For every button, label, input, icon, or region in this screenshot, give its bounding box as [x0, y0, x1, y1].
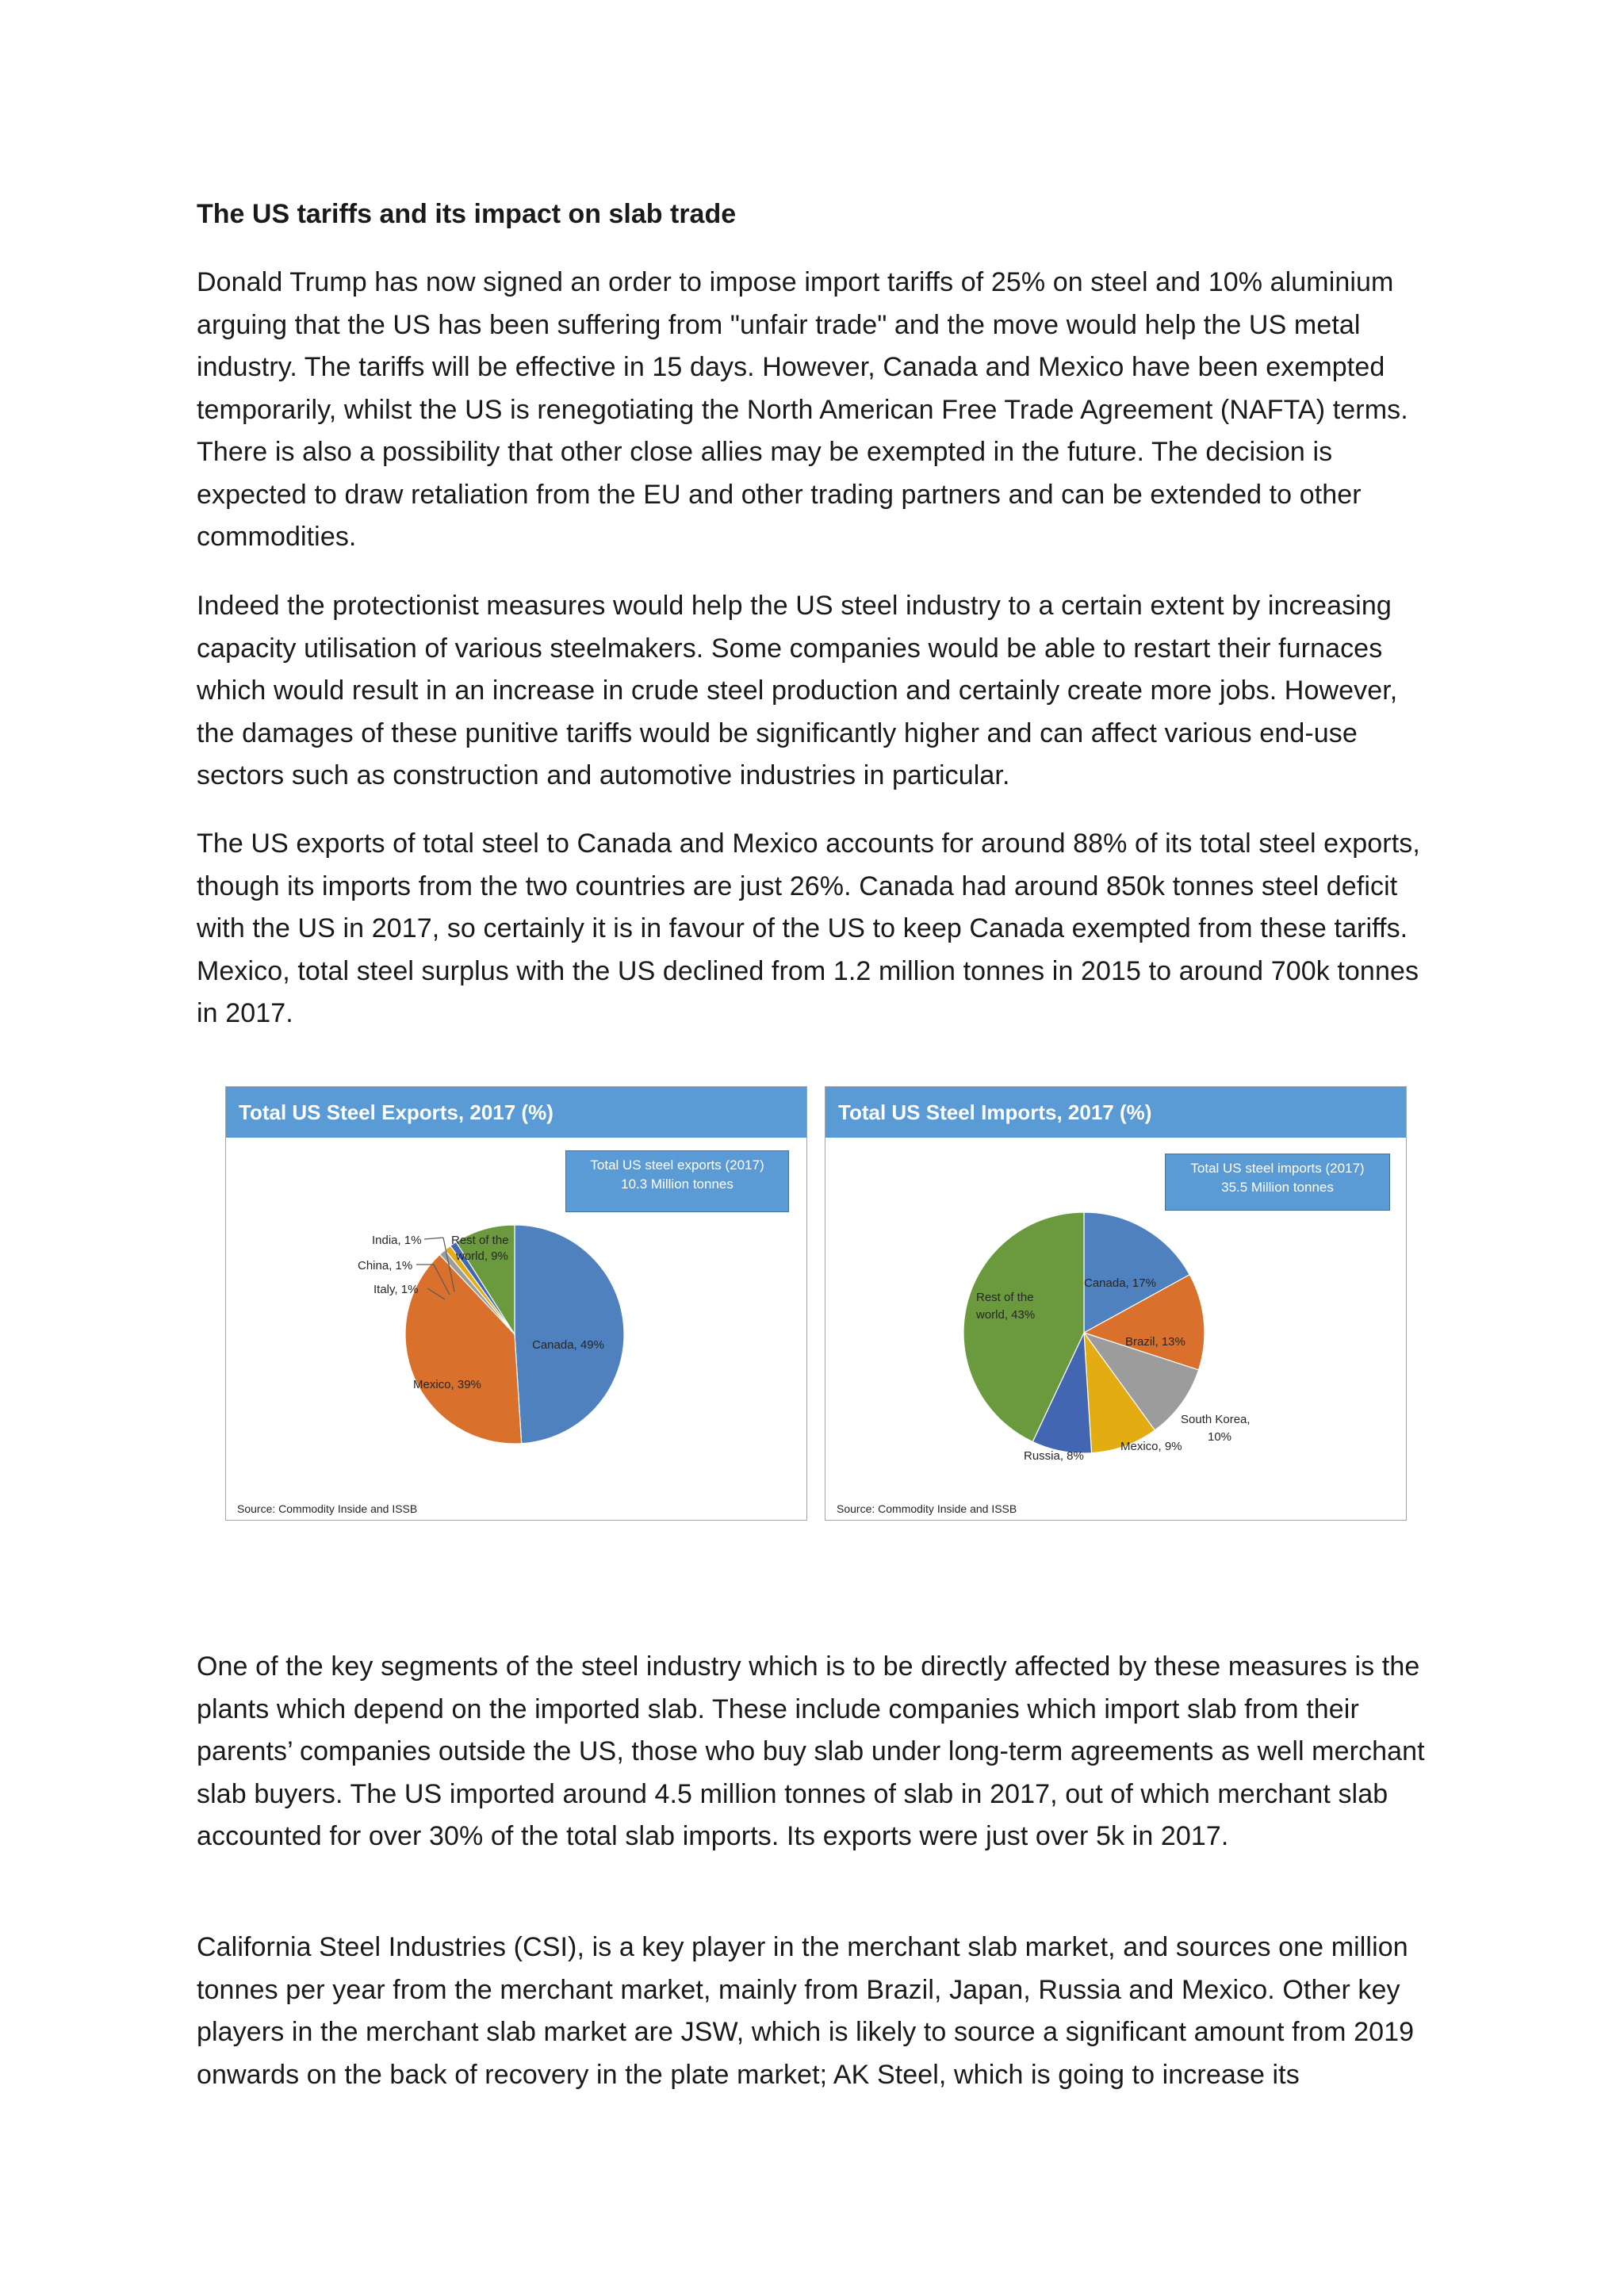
paragraph-text: The US exports of total steel to Canada and Mexico accounts for around 88% of its total steel exports, though its imports from the two countries are just 26%. Canada had around 850k tonnes steel deficit with the US in 2017, so certainly it is in favour of the US to keep Canada exempted from these tariffs. Mexico, total steel surplus with the US declined from 1.2 million tonnes in 2015 to around 700k tonnes in 2017.: [197, 828, 1420, 1028]
india-leader-line: [424, 1238, 443, 1239]
italy-slice-label: Italy, 1%: [373, 1283, 419, 1296]
rest-slice-label-1: Rest of the: [451, 1234, 509, 1247]
exports-info-line1: Total US steel exports (2017): [590, 1158, 764, 1173]
paragraph-text: Donald Trump has now signed an order to impose import tariffs of 25% on steel and 10% aluminium arguing that the US has been suffering from "unfair trade" and the move would help the US metal industry. The tariffs will be effective in 15 days. However, Canada and Mexico have been exempted temporarily, whilst the US is renegotiating the North American Free Trade Agreement (NAFTA) terms. There is also a possibility that other close allies may be exempted in the future. The decision is expected to draw retaliation from the EU and other trading partners and can be extended to other commodities.: [197, 267, 1408, 552]
india-slice-label: India, 1%: [372, 1234, 422, 1247]
imports-info-line1: Total US steel imports (2017): [1190, 1161, 1365, 1176]
imports-source: Source: Commodity Inside and ISSB: [837, 1502, 1017, 1515]
paragraph-5: [197, 1927, 1434, 2096]
rest-slice-label-1: Rest of the: [976, 1291, 1034, 1304]
paragraph-text: Indeed the protectionist measures would help the US steel industry to a certain extent by increasing capacity utilisation of various steelmakers. Some companies would be able to restart their furnaces which would result in an increase in crude steel production and certainly create more jobs. However, the damages of these punitive tariffs would be significantly higher and can affect various end-use sectors such as construction and automotive industries in particular.: [197, 591, 1398, 790]
south-korea-slice-label-1: South Korea,: [1181, 1413, 1251, 1426]
paragraph-2: [197, 585, 1434, 798]
exports-pie-chart: [226, 1138, 806, 1479]
pie-slice-canada: [515, 1225, 624, 1444]
imports-info-line2: 35.5 Million tonnes: [1221, 1180, 1334, 1195]
exports-chart-panel: [225, 1086, 807, 1521]
imports-pie-chart: [825, 1138, 1405, 1479]
brazil-slice-label: Brazil, 13%: [1125, 1335, 1185, 1349]
article-title: The US tariffs and its impact on slab trade: [197, 199, 737, 229]
imports-chart-title: Total US Steel Imports, 2017 (%): [825, 1087, 1406, 1138]
china-slice-label: China, 1%: [358, 1259, 413, 1272]
paragraph-text: One of the key segments of the steel industry which is to be directly affected by these measures is the plants which depend on the imported slab. These include companies which import slab from their parents’ companies outside the US, those who buy slab under long-term agreements as well merchant slab buyers. The US imported around 4.5 million tonnes of slab in 2017, out of which merchant slab accounted for over 30% of the total slab imports. Its exports were just over 5k in 2017.: [197, 1651, 1425, 1851]
mexico-slice-label: Mexico, 9%: [1120, 1440, 1182, 1453]
paragraph-text: California Steel Industries (CSI), is a key player in the merchant slab market, and sources one million tonnes per year from the merchant market, mainly from Brazil, Japan, Russia and Mexico. Other key players in the merchant slab market are JSW, which is likely to source a significant amount from 2019 onwards on the back of recovery in the plate market; AK Steel, which is going to increase its: [197, 1932, 1415, 2090]
paragraph-4: [197, 1646, 1434, 1858]
paragraph-3: [197, 823, 1434, 1035]
exports-chart-title: Total US Steel Exports, 2017 (%): [226, 1087, 806, 1138]
russia-slice-label: Russia, 8%: [1024, 1449, 1084, 1463]
mexico-slice-label: Mexico, 39%: [413, 1378, 481, 1391]
rest-slice-label-2: world, 43%: [976, 1308, 1036, 1322]
canada-slice-label: Canada, 49%: [532, 1338, 604, 1352]
rest-slice-label-2: world, 9%: [456, 1249, 508, 1263]
paragraph-1: [197, 262, 1434, 559]
exports-source: Source: Commodity Inside and ISSB: [237, 1502, 418, 1515]
imports-chart-panel: [825, 1086, 1407, 1521]
south-korea-slice-label-2: 10%: [1208, 1430, 1232, 1444]
exports-info-line2: 10.3 Million tonnes: [621, 1177, 733, 1192]
canada-slice-label: Canada, 17%: [1084, 1276, 1156, 1290]
